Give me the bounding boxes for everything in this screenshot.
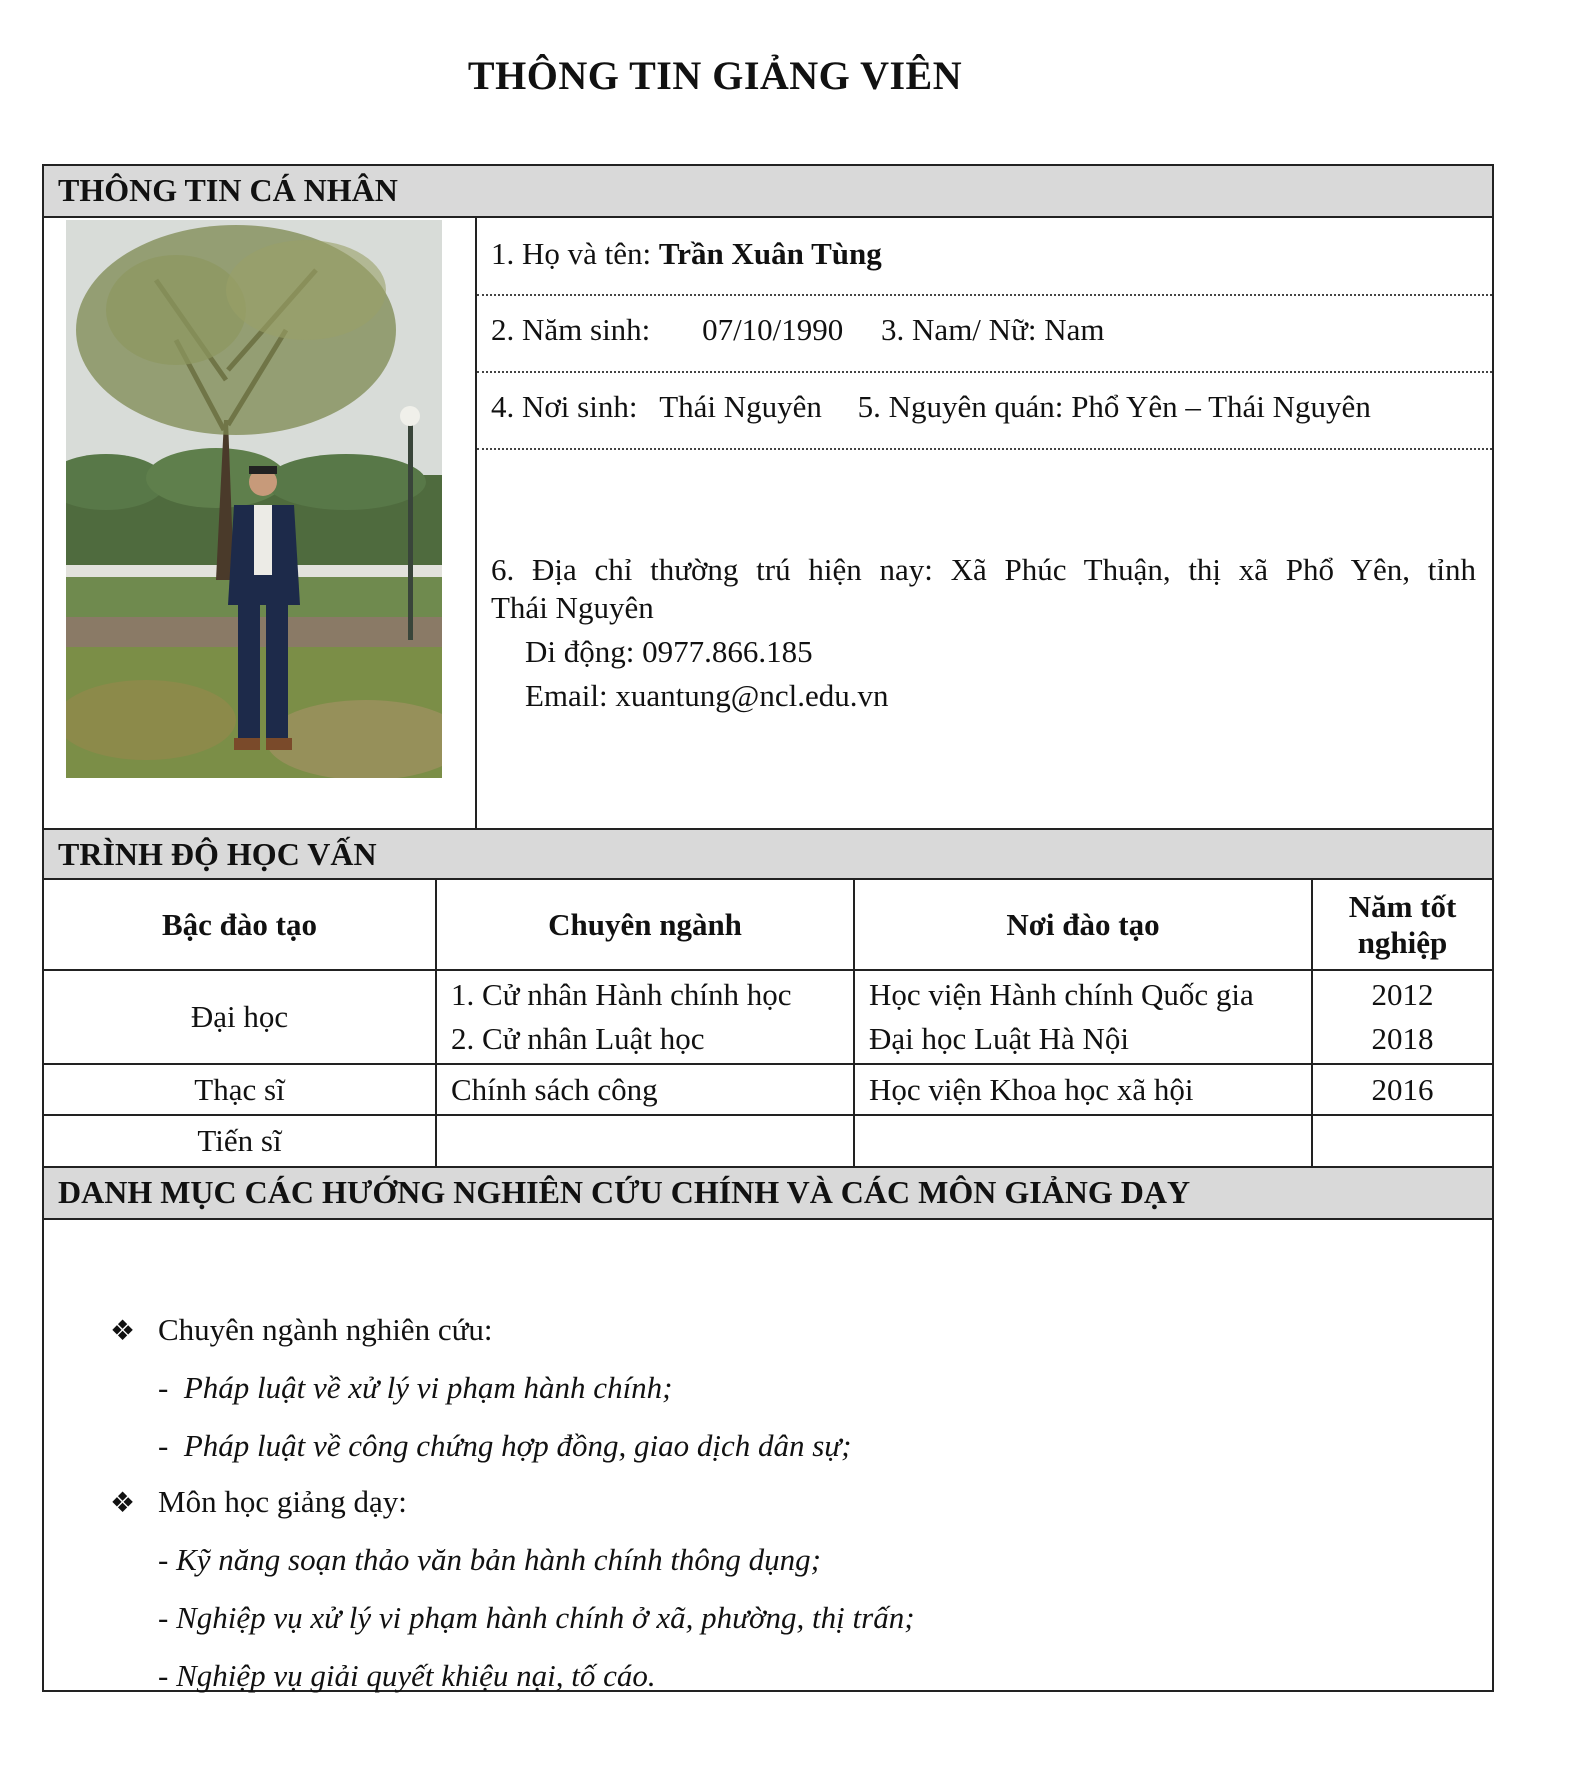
- major-cell: [436, 1115, 854, 1167]
- table-header-row: [44, 880, 1492, 970]
- name-row: [477, 236, 1492, 272]
- birthplace-label: 4. Nơi sinh:: [491, 389, 638, 424]
- birth-label: 2. Năm sinh:: [491, 312, 651, 347]
- name-label: 1. Họ và tên:: [491, 236, 652, 271]
- research-label: Chuyên ngành nghiên cứu:: [158, 1312, 493, 1347]
- column-header-line: nghiệp: [1357, 924, 1448, 960]
- level-cell: Thạc sĩ: [44, 1064, 436, 1115]
- birthplace-value: Thái Nguyên: [659, 389, 822, 424]
- column-header: Bậc đào tạo: [44, 880, 436, 970]
- place-cell: [854, 1115, 1312, 1167]
- major-cell: Chính sách công: [436, 1064, 854, 1115]
- research-item-text: Pháp luật về công chứng hợp đồng, giao dịch dân sự;: [183, 1428, 852, 1463]
- table-row: [44, 970, 1492, 1064]
- teaching-item: - Kỹ năng soạn thảo văn bản hành chính thông dụng;: [158, 1542, 822, 1577]
- diamond-bullet-icon: ❖: [110, 1316, 136, 1347]
- year-line: 2012: [1371, 977, 1434, 1012]
- research-heading: DANH MỤC CÁC HƯỚNG NGHIÊN CỨU CHÍNH VÀ CÁC MÔN GIẢNG DẠY: [44, 1168, 1492, 1220]
- year-cell: [1312, 1115, 1492, 1167]
- row-divider: [477, 448, 1492, 450]
- page-title: THÔNG TIN GIẢNG VIÊN: [467, 53, 963, 98]
- level-cell: Tiến sĩ: [44, 1115, 436, 1167]
- teaching-label: Môn học giảng dạy:: [158, 1484, 407, 1519]
- education-table: [44, 880, 1492, 1168]
- hometown-label: 5. Nguyên quán:: [857, 389, 1064, 424]
- gender-value: Nam: [1044, 312, 1105, 347]
- teaching-item: - Nghiệp vụ giải quyết khiệu nại, tố cáo.: [158, 1658, 656, 1693]
- table-row: [44, 1064, 1492, 1115]
- lecturer-name: Trần Xuân Tùng: [658, 236, 882, 271]
- research-item: - Pháp luật về công chứng hợp đồng, giao dịch dân sự;: [158, 1428, 852, 1463]
- profile-photo: [66, 220, 442, 778]
- place-line: Học viện Hành chính Quốc gia: [869, 977, 1254, 1012]
- column-header: Nơi đào tạo: [854, 880, 1312, 970]
- profile-frame: [42, 164, 1494, 1692]
- major-line: 1. Cử nhân Hành chính học: [451, 977, 792, 1012]
- education-heading: TRÌNH ĐỘ HỌC VẤN: [44, 828, 1492, 880]
- column-header: Chuyên ngành: [436, 880, 854, 970]
- column-header-line: Năm tốt: [1348, 888, 1457, 924]
- birth-date: 07/10/1990: [702, 312, 844, 347]
- birthplace-row: [477, 389, 1492, 425]
- research-item-text: Pháp luật về xử lý vi phạm hành chính;: [183, 1370, 673, 1405]
- major-line: 2. Cử nhân Luật học: [451, 1021, 705, 1056]
- address-line-2: Thái Nguyên: [491, 590, 654, 625]
- gender-label: 3. Nam/ Nữ:: [881, 312, 1037, 347]
- row-divider: [477, 294, 1492, 296]
- column-header: [1312, 880, 1492, 970]
- table-row: [44, 1115, 1492, 1167]
- year-cell: 2016: [1312, 1064, 1492, 1115]
- level-cell: Đại học: [44, 970, 436, 1064]
- research-item: - Pháp luật về xử lý vi phạm hành chính;: [158, 1370, 673, 1405]
- teaching-item: - Nghiệp vụ xử lý vi phạm hành chính ở xã, phường, thị trấn;: [158, 1600, 915, 1635]
- diamond-bullet-icon: ❖: [110, 1488, 136, 1519]
- email-address: Email: xuantung@ncl.edu.vn: [525, 678, 889, 713]
- year-cell: [1312, 970, 1492, 1064]
- place-line: Đại học Luật Hà Nội: [869, 1021, 1129, 1056]
- year-line: 2018: [1371, 1021, 1434, 1056]
- hometown-value: Phổ Yên – Thái Nguyên: [1071, 389, 1371, 424]
- major-cell: [436, 970, 854, 1064]
- row-divider: [477, 371, 1492, 373]
- mobile-phone: Di động: 0977.866.185: [525, 634, 813, 669]
- personal-info-heading: THÔNG TIN CÁ NHÂN: [44, 166, 1492, 218]
- info-divider: [475, 216, 477, 828]
- address-line: 6. Địa chỉ thường trú hiện nay: Xã Phúc Thuận, thị xã Phổ Yên, tỉnh: [491, 552, 1476, 587]
- place-cell: Học viện Khoa học xã hội: [854, 1064, 1312, 1115]
- birth-row: [477, 312, 1492, 348]
- place-cell: [854, 970, 1312, 1064]
